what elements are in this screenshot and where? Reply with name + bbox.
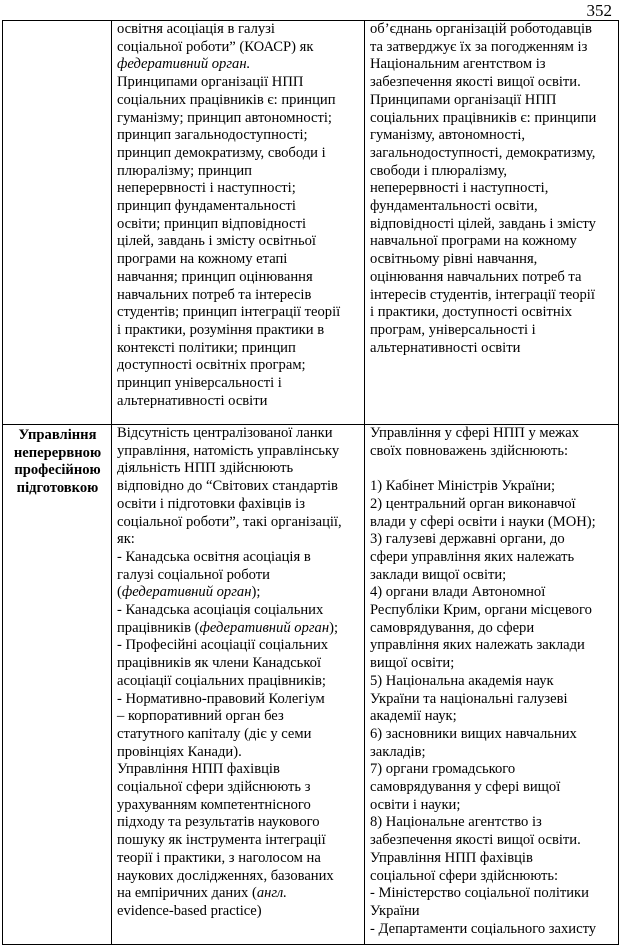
- text-line: діяльність НПП здійснюють: [117, 460, 294, 477]
- text-line: загальнодоступності, демократизму,: [370, 144, 596, 161]
- list-item: - Міністерство соціальної політики: [370, 885, 589, 902]
- text-line: управління, натомість управлінську: [117, 442, 340, 459]
- text-line: як:: [117, 531, 135, 548]
- text-line: принцип загальнодоступності;: [117, 127, 308, 144]
- list-item: сфери управління яких належать: [370, 548, 575, 565]
- row2-label-cell: [3, 425, 112, 945]
- list-item: - Канадська освітня асоціація в: [117, 548, 311, 565]
- text-line: альтернативності освіти: [370, 339, 521, 356]
- text-line: студентів; принцип інтеграції теорії: [117, 304, 341, 321]
- list-item: – корпоративний орган без: [117, 708, 284, 725]
- text-line: соціальних працівників є: принципи: [370, 109, 597, 126]
- row2-canada-cell: [112, 425, 365, 945]
- text-line: відповідно до “Світових стандартів: [117, 478, 338, 495]
- text-fragment: (: [117, 584, 122, 601]
- list-item: статутного капіталу (діє у семи: [117, 725, 312, 742]
- text-line: програми на кожному етапі: [117, 251, 288, 268]
- row2-ukraine-cell: [365, 425, 619, 945]
- list-item: України та національні галузеві: [370, 690, 568, 707]
- heading-line: професійною: [14, 462, 101, 479]
- list-item: 5) Національна академія наук: [370, 672, 554, 689]
- text-line: урахуванням компетентнісного: [117, 796, 311, 813]
- list-item: самоврядування, до сфери: [370, 619, 535, 636]
- list-item: самоврядування у сфері вищої: [370, 779, 561, 796]
- text-line: соціальної сфери здійснюють з: [117, 779, 311, 796]
- text-line: теорії і практики, з наголосом на: [117, 849, 321, 866]
- blank-line: [370, 460, 614, 478]
- list-item: - Нормативно-правовий Колегіум: [117, 690, 325, 707]
- text-line: контексті політики; принцип: [117, 339, 296, 356]
- list-item: Республіки Крим, органи місцевого: [370, 602, 592, 619]
- text-fragment: );: [251, 584, 261, 601]
- text-line: доступності освітніх програм;: [117, 357, 306, 374]
- text-line: інтересів студентів, інтеграції теорії: [370, 286, 595, 303]
- list-item: - Канадська асоціація соціальних: [117, 602, 324, 619]
- text-line: підходу та результатів наукового: [117, 814, 320, 831]
- text-line: Принципами організації НПП: [117, 74, 304, 91]
- list-item: Управління НПП фахівців: [370, 849, 533, 866]
- table-row-management: [3, 425, 619, 945]
- text-line: відповідності цілей, завдань і змісту: [370, 215, 596, 232]
- text-line: [117, 584, 360, 602]
- list-item: асоціації соціальних працівників;: [117, 672, 326, 689]
- text-line: цілей, завдань і змісту освітньої: [117, 233, 316, 250]
- heading-line: підготовкою: [16, 480, 99, 497]
- list-item: закладів;: [370, 743, 426, 760]
- text-line: Управління НПП фахівців: [117, 761, 280, 778]
- row-heading: [8, 425, 107, 498]
- text-line: освітньому рівні навчання,: [370, 251, 538, 268]
- text-line: Відсутність централізованої ланки: [117, 425, 333, 441]
- list-item: влади у сфері освіти і науки (МОН);: [370, 513, 596, 530]
- italic-note: англ.: [256, 885, 287, 902]
- italic-note: федеративний орган: [199, 619, 330, 636]
- text-line: плюралізму; принцип: [117, 162, 252, 179]
- text-line: забезпечення якості вищої освіти.: [370, 74, 581, 91]
- list-item: працівників як члени Канадської: [117, 655, 322, 672]
- list-item: 6) засновники вищих навчальних: [370, 725, 577, 742]
- comparison-table: [2, 20, 619, 945]
- list-item: 3) галузеві державні органи, до: [370, 531, 565, 548]
- list-item: 1) Кабінет Міністрів України;: [370, 478, 556, 495]
- text-line: свободи і плюралізму,: [370, 162, 507, 179]
- list-item: вищої освіти;: [370, 655, 455, 672]
- text-line: альтернативності освіти: [117, 392, 268, 409]
- text-line: фундаментальності освіти,: [370, 198, 538, 215]
- italic-note: федеративний орган: [121, 584, 252, 601]
- list-item: 4) органи влади Автономної: [370, 584, 546, 601]
- list-item: заклади вищої освіти;: [370, 566, 507, 583]
- text-line: evidence-based practice): [117, 902, 262, 919]
- list-item: - Професійні асоціації соціальних: [117, 637, 329, 654]
- text-line: об’єднань організацій роботодавців: [370, 21, 592, 37]
- text-line: і практики, доступності освітніх: [370, 304, 573, 321]
- row1-canada-cell: [112, 21, 365, 425]
- heading-line: Управління: [18, 427, 97, 443]
- text-line: принцип універсальності і: [117, 375, 282, 392]
- text-line: принцип фундаментальності: [117, 198, 296, 215]
- text-line: навчальних потреб та інтересів: [117, 286, 312, 303]
- text-line: освітня асоціація в галузі: [117, 21, 275, 37]
- text-line: пошуку як інструмента інтеграції: [117, 832, 326, 849]
- list-item: 7) органи громадського: [370, 761, 516, 778]
- text-line: освіти; принцип відповідності: [117, 215, 307, 232]
- text-line: неперервності і наступності;: [117, 180, 296, 197]
- list-item: України: [370, 902, 420, 919]
- text-line: Управління у сфері НПП у межах: [370, 425, 579, 441]
- text-line: своїх повноважень здійснюють:: [370, 442, 569, 459]
- page-number: 352: [586, 1, 612, 20]
- list-item: соціальної сфери здійснюють:: [370, 867, 559, 884]
- heading-line: неперервною: [13, 444, 102, 461]
- text-line: освіти і підготовки фахівців із: [117, 495, 305, 512]
- text-line: і практики, розуміння практики в: [117, 321, 325, 338]
- text-fragment: );: [329, 619, 339, 636]
- text-line: та затверджує їх за погодженням із: [370, 38, 588, 55]
- row1-label-cell: [3, 21, 112, 425]
- list-item: забезпечення якості вищої освіти.: [370, 832, 581, 849]
- list-item: управління яких належать заклади: [370, 637, 585, 654]
- row1-ukraine-cell: [365, 21, 619, 425]
- text-line: навчальної програми на кожному: [370, 233, 577, 250]
- text-line: навчання; принцип оцінювання: [117, 268, 313, 285]
- list-item: 2) центральний орган виконавчої: [370, 495, 576, 512]
- text-line: соціальної роботи” (КОАСР) як: [117, 38, 314, 55]
- list-item: - Департаменти соціального захисту: [370, 920, 597, 937]
- text-line: наукових дослідженнях, базованих: [117, 867, 334, 884]
- list-item: провінціях Канади).: [117, 743, 242, 760]
- list-item: академії наук;: [370, 708, 457, 725]
- text-line: соціальних працівників є: принцип: [117, 91, 336, 108]
- text-fragment: на емпіричних даних (: [117, 885, 257, 902]
- text-line: [117, 620, 360, 638]
- text-line: гуманізму, автономності,: [370, 127, 526, 144]
- text-line: принцип демократизму, свободи і: [117, 144, 326, 161]
- text-line: [117, 885, 360, 903]
- text-line: Принципами організації НПП: [370, 91, 557, 108]
- text-line: програм, універсальності і: [370, 321, 536, 338]
- list-item: освіти і науки;: [370, 796, 461, 813]
- list-item: 8) Національне агентство із: [370, 814, 542, 831]
- text-line: Національним агентством із: [370, 56, 546, 73]
- text-line: оцінювання навчальних потреб та: [370, 268, 582, 285]
- text-line: соціальної роботи”, такі організації,: [117, 513, 342, 530]
- italic-note: федеративний орган.: [117, 56, 251, 73]
- text-line: неперервності і наступності,: [370, 180, 549, 197]
- text-fragment: працівників (: [117, 619, 200, 636]
- text-line: гуманізму; принцип автономності;: [117, 109, 332, 126]
- text-line: галузі соціальної роботи: [117, 566, 270, 583]
- table-row-principles: [3, 21, 619, 425]
